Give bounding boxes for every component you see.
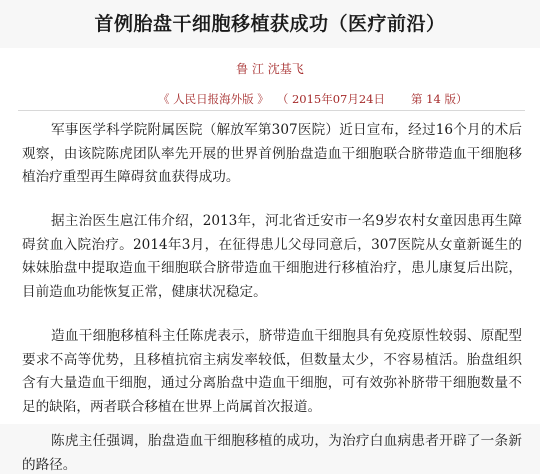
paragraph-4: 陈虎主任强调，胎盘造血干细胞移植的成功，为治疗白血病患者开辟了一条新的路径。 [22, 433, 522, 473]
paragraph-1: 军事医学科学院附属医院（解放军第307医院）近日宣布，经过16个月的术后观察，由该院陈虎团队率先开展的世界首例胎盘造血干细胞联合脐带造血干细胞移植治疗重型再生障碍贫血获得成功。 [22, 122, 522, 185]
article-authors: 鲁 江 沈基飞 [236, 62, 304, 76]
source-line [18, 87, 525, 111]
paragraph-3: 造血干细胞移植科主任陈虎表示，脐带造血干细胞具有免疫原性较弱、原配型要求不高等优势，且移植抗宿主病发率较低，但数量太少，不容易植活。胎盘组织含有大量造血干细胞，通过分离胎盘中造血干细胞，可有效弥补脐带干细胞数量不足的缺陷，两者联合移植在世界上尚属首次报道。 [22, 328, 522, 415]
article-title: 首例胎盘干细胞移植获成功（医疗前沿） [94, 13, 446, 35]
source-publication[interactable]: 《 人民日报海外版 》 [158, 91, 269, 106]
source-page: 第 14 版） [411, 91, 468, 106]
source-date: （ 2015年07月24日 [276, 91, 386, 106]
paragraph-2: 据主治医生扈江伟介绍，2013年，河北省迁安市一名9岁农村女童因患再生障碍贫血入院治疗。2014年3月，在征得患儿父母同意后，307医院从女童新诞生的妹妹胎盘中提取造血干细胞联合脐带造血干细胞进行移植治疗，患儿康复后出院，目前造血功能恢复正常，健康状况稳定。 [22, 213, 522, 300]
